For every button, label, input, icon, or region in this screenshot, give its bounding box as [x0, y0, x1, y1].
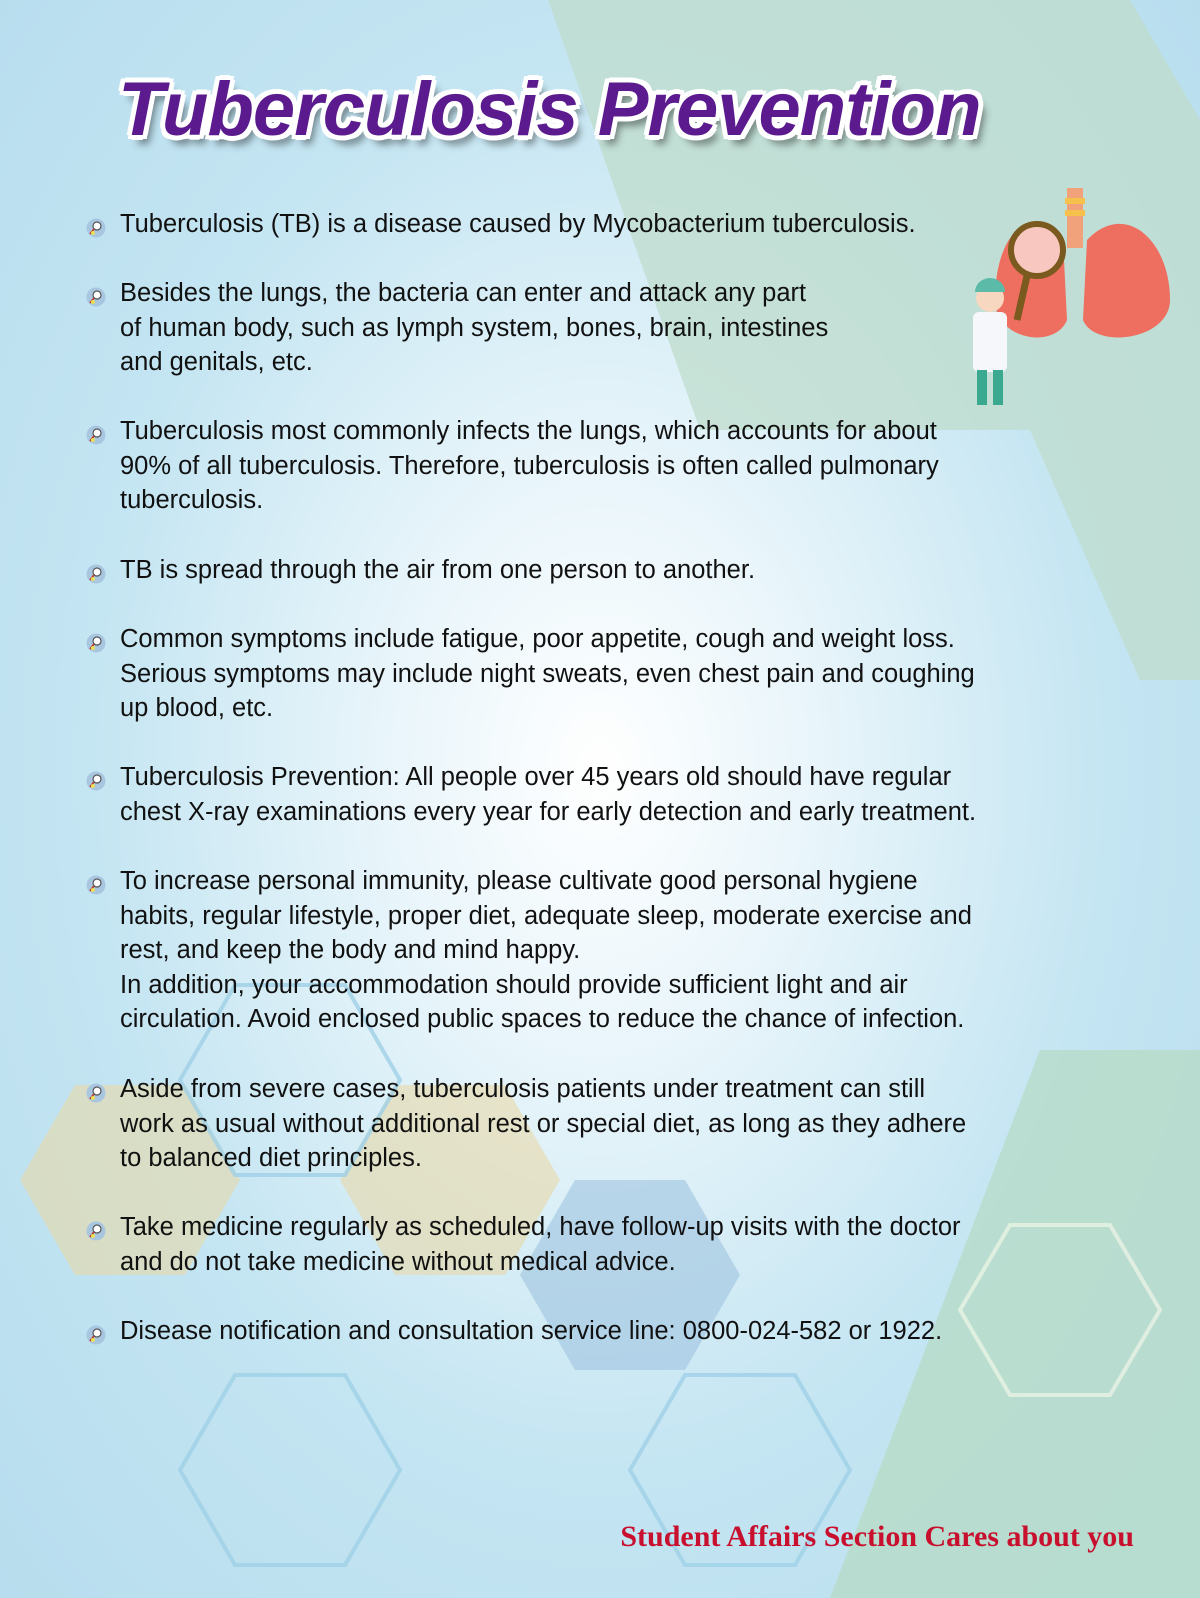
- item-text: To increase personal immunity, please cultivate good personal hygiene habits, regular lifestyle, proper diet, adequate sleep, moderate exercise and rest, and keep the body and mind happy. In addition, your accommodation should provide sufficient light and air circulation. Avoid enclosed public spaces to reduce the chance of infection.: [120, 867, 972, 1034]
- magnifier-bullet-icon: [86, 628, 106, 648]
- item-text: Aside from severe cases, tuberculosis patients under treatment can still work as usual without additional rest or special diet, as long as they adhere to balanced diet principles.: [120, 1075, 967, 1173]
- magnifier-bullet-icon: [86, 213, 106, 233]
- page-title: Tuberculosis Prevention: [118, 67, 981, 152]
- item-text: Tuberculosis (TB) is a disease caused by Mycobacterium tuberculosis.: [120, 210, 916, 238]
- list-item: [120, 864, 1120, 1037]
- item-text: Tuberculosis most commonly infects the lungs, which accounts for about 90% of all tuberculosis. Therefore, tuberculosis is often called pulmonary tuberculosis.: [120, 417, 939, 515]
- item-text: Besides the lungs, the bacteria can enter and attack any part of human body, such as lymph system, bones, brain, intestines and genitals, etc.: [120, 279, 829, 377]
- list-item: [120, 207, 1120, 242]
- item-text: Disease notification and consultation service line: 0800-024-582 or 1922.: [120, 1317, 943, 1345]
- magnifier-bullet-icon: [86, 1216, 106, 1236]
- magnifier-bullet-icon: [86, 420, 106, 440]
- item-text: TB is spread through the air from one person to another.: [120, 556, 756, 584]
- item-text: Tuberculosis Prevention: All people over 45 years old should have regular chest X-ray examinations every year for early detection and early treatment.: [120, 763, 977, 826]
- magnifier-bullet-icon: [86, 766, 106, 786]
- list-item: [120, 414, 1120, 518]
- item-text: Common symptoms include fatigue, poor appetite, cough and weight loss. Serious symptoms may include night sweats, even chest pain and coughing up blood, etc.: [120, 625, 975, 723]
- magnifier-bullet-icon: [86, 559, 106, 579]
- list-item: [120, 1210, 1120, 1279]
- magnifier-bullet-icon: [86, 1078, 106, 1098]
- list-item: [120, 276, 1120, 380]
- footer-slogan: Student Affairs Section Cares about you: [620, 1520, 1134, 1553]
- magnifier-bullet-icon: [86, 870, 106, 890]
- list-item: [120, 553, 1120, 588]
- list-item: [120, 1314, 1120, 1349]
- list-item: [120, 760, 1120, 829]
- magnifier-bullet-icon: [86, 1320, 106, 1340]
- item-text: Take medicine regularly as scheduled, have follow-up visits with the doctor and do not take medicine without medical advice.: [120, 1213, 961, 1276]
- magnifier-bullet-icon: [86, 282, 106, 302]
- list-item: [120, 1072, 1120, 1176]
- list-item: [120, 622, 1120, 726]
